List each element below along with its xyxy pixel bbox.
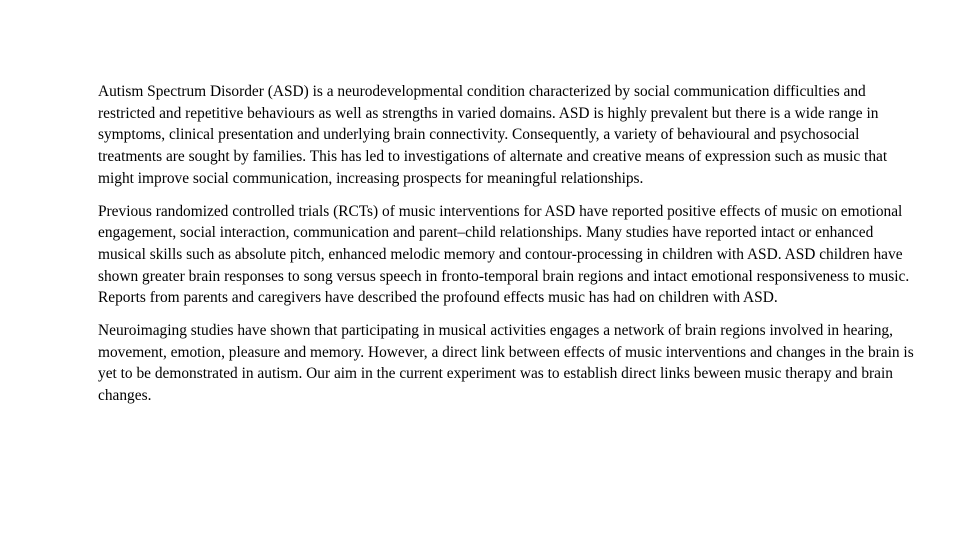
paragraph-neuroimaging-aim: Neuroimaging studies have shown that participating in musical activities engages a network of brain regions involved in hearing, movement, emotion, pleasure and memory. However, a direct link between effects of music interventions and changes in the brain is yet to be demonstrated in autism. Our aim in the current experiment was to establish direct links beween music therapy and brain changes. [98, 322, 914, 405]
text-body [98, 81, 918, 407]
paragraph-asd-overview: Autism Spectrum Disorder (ASD) is a neurodevelopmental condition characterized by social communication difficulties and restricted and repetitive behaviours as well as strengths in varied domains. ASD is highly prevalent but there is a wide range in symptoms, clinical presentation and underlying brain connectivity. Consequently, a variety of behavioural and psychosocial treatments are sought by families. This has led to investigations of alternate and creative means of expression such as music that might improve social communication, increasing prospects for meaningful relationships. [98, 83, 888, 187]
paragraph-previous-rcts: Previous randomized controlled trials (RCTs) of music interventions for ASD have reported positive effects of music on emotional engagement, social interaction, communication and parent–child relationships. Many studies have reported intact or enhanced musical skills such as absolute pitch, enhanced melodic memory and contour-processing in children with ASD. ASD children have shown greater brain responses to song versus speech in fronto-temporal brain regions and intact emotional responsiveness to music. Reports from parents and caregivers have described the profound effects music has had on children with ASD. [98, 202, 910, 307]
